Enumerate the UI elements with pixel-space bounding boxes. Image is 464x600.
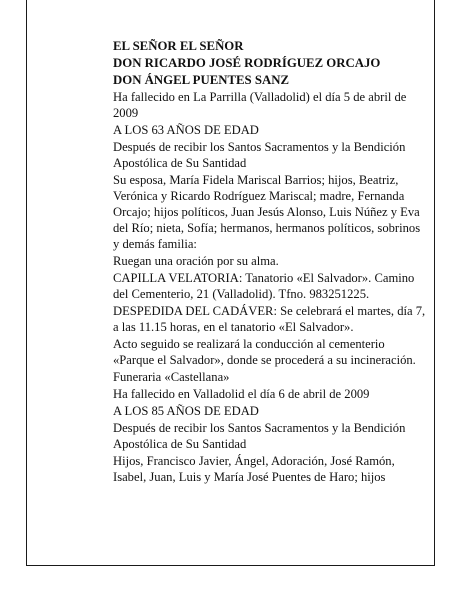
age-2: A LOS 85 AÑOS DE EDAD <box>113 404 259 418</box>
funeral-home: Funeraria «Castellana» <box>113 370 230 384</box>
obituary-notice <box>113 38 428 486</box>
age-1: A LOS 63 AÑOS DE EDAD <box>113 123 259 137</box>
death-place-1: Ha fallecido en La Parrilla (Valladolid) el día 5 de abril de 2009 <box>113 90 407 120</box>
conduction-info: Acto seguido se realizará la conducción al cementerio «Parque el Salvador», donde se procederá a su incineración. <box>113 337 416 367</box>
sacraments-1: Después de recibir los Santos Sacramentos y la Bendición Apostólica de Su Santidad <box>113 140 406 170</box>
sacraments-2: Después de recibir los Santos Sacramentos y la Bendición Apostólica de Su Santidad <box>113 421 406 451</box>
heading-line-1: EL SEÑOR EL SEÑOR <box>113 39 244 53</box>
prayer-text: Ruegan una oración por su alma. <box>113 254 279 268</box>
heading-line-3: DON ÁNGEL PUENTES SANZ <box>113 73 289 87</box>
heading-line-2: DON RICARDO JOSÉ RODRÍGUEZ ORCAJO <box>113 56 381 70</box>
farewell-info: DESPEDIDA DEL CADÁVER: Se celebrará el martes, día 7, a las 11.15 horas, en el tanatorio «El Salvador». <box>113 304 426 334</box>
family-1: Su esposa, María Fidela Mariscal Barrios; hijos, Beatriz, Verónica y Ricardo Rodríguez Mariscal; madre, Fernanda Orcajo; hijos políticos, Juan Jesús Alonso, Luis Núñez y Eva del Río; nieta, Sofía; hermanos, hermanos políticos, sobrinos y demás familia: <box>113 173 421 251</box>
death-place-2: Ha fallecido en Valladolid el día 6 de abril de 2009 <box>113 387 370 401</box>
chapel-info: CAPILLA VELATORIA: Tanatorio «El Salvador». Camino del Cementerio, 21 (Valladolid). Tfno. 983251225. <box>113 271 415 301</box>
family-2: Hijos, Francisco Javier, Ángel, Adoración, José Ramón, Isabel, Juan, Luis y María José Puentes de Haro; hijos <box>113 454 395 484</box>
